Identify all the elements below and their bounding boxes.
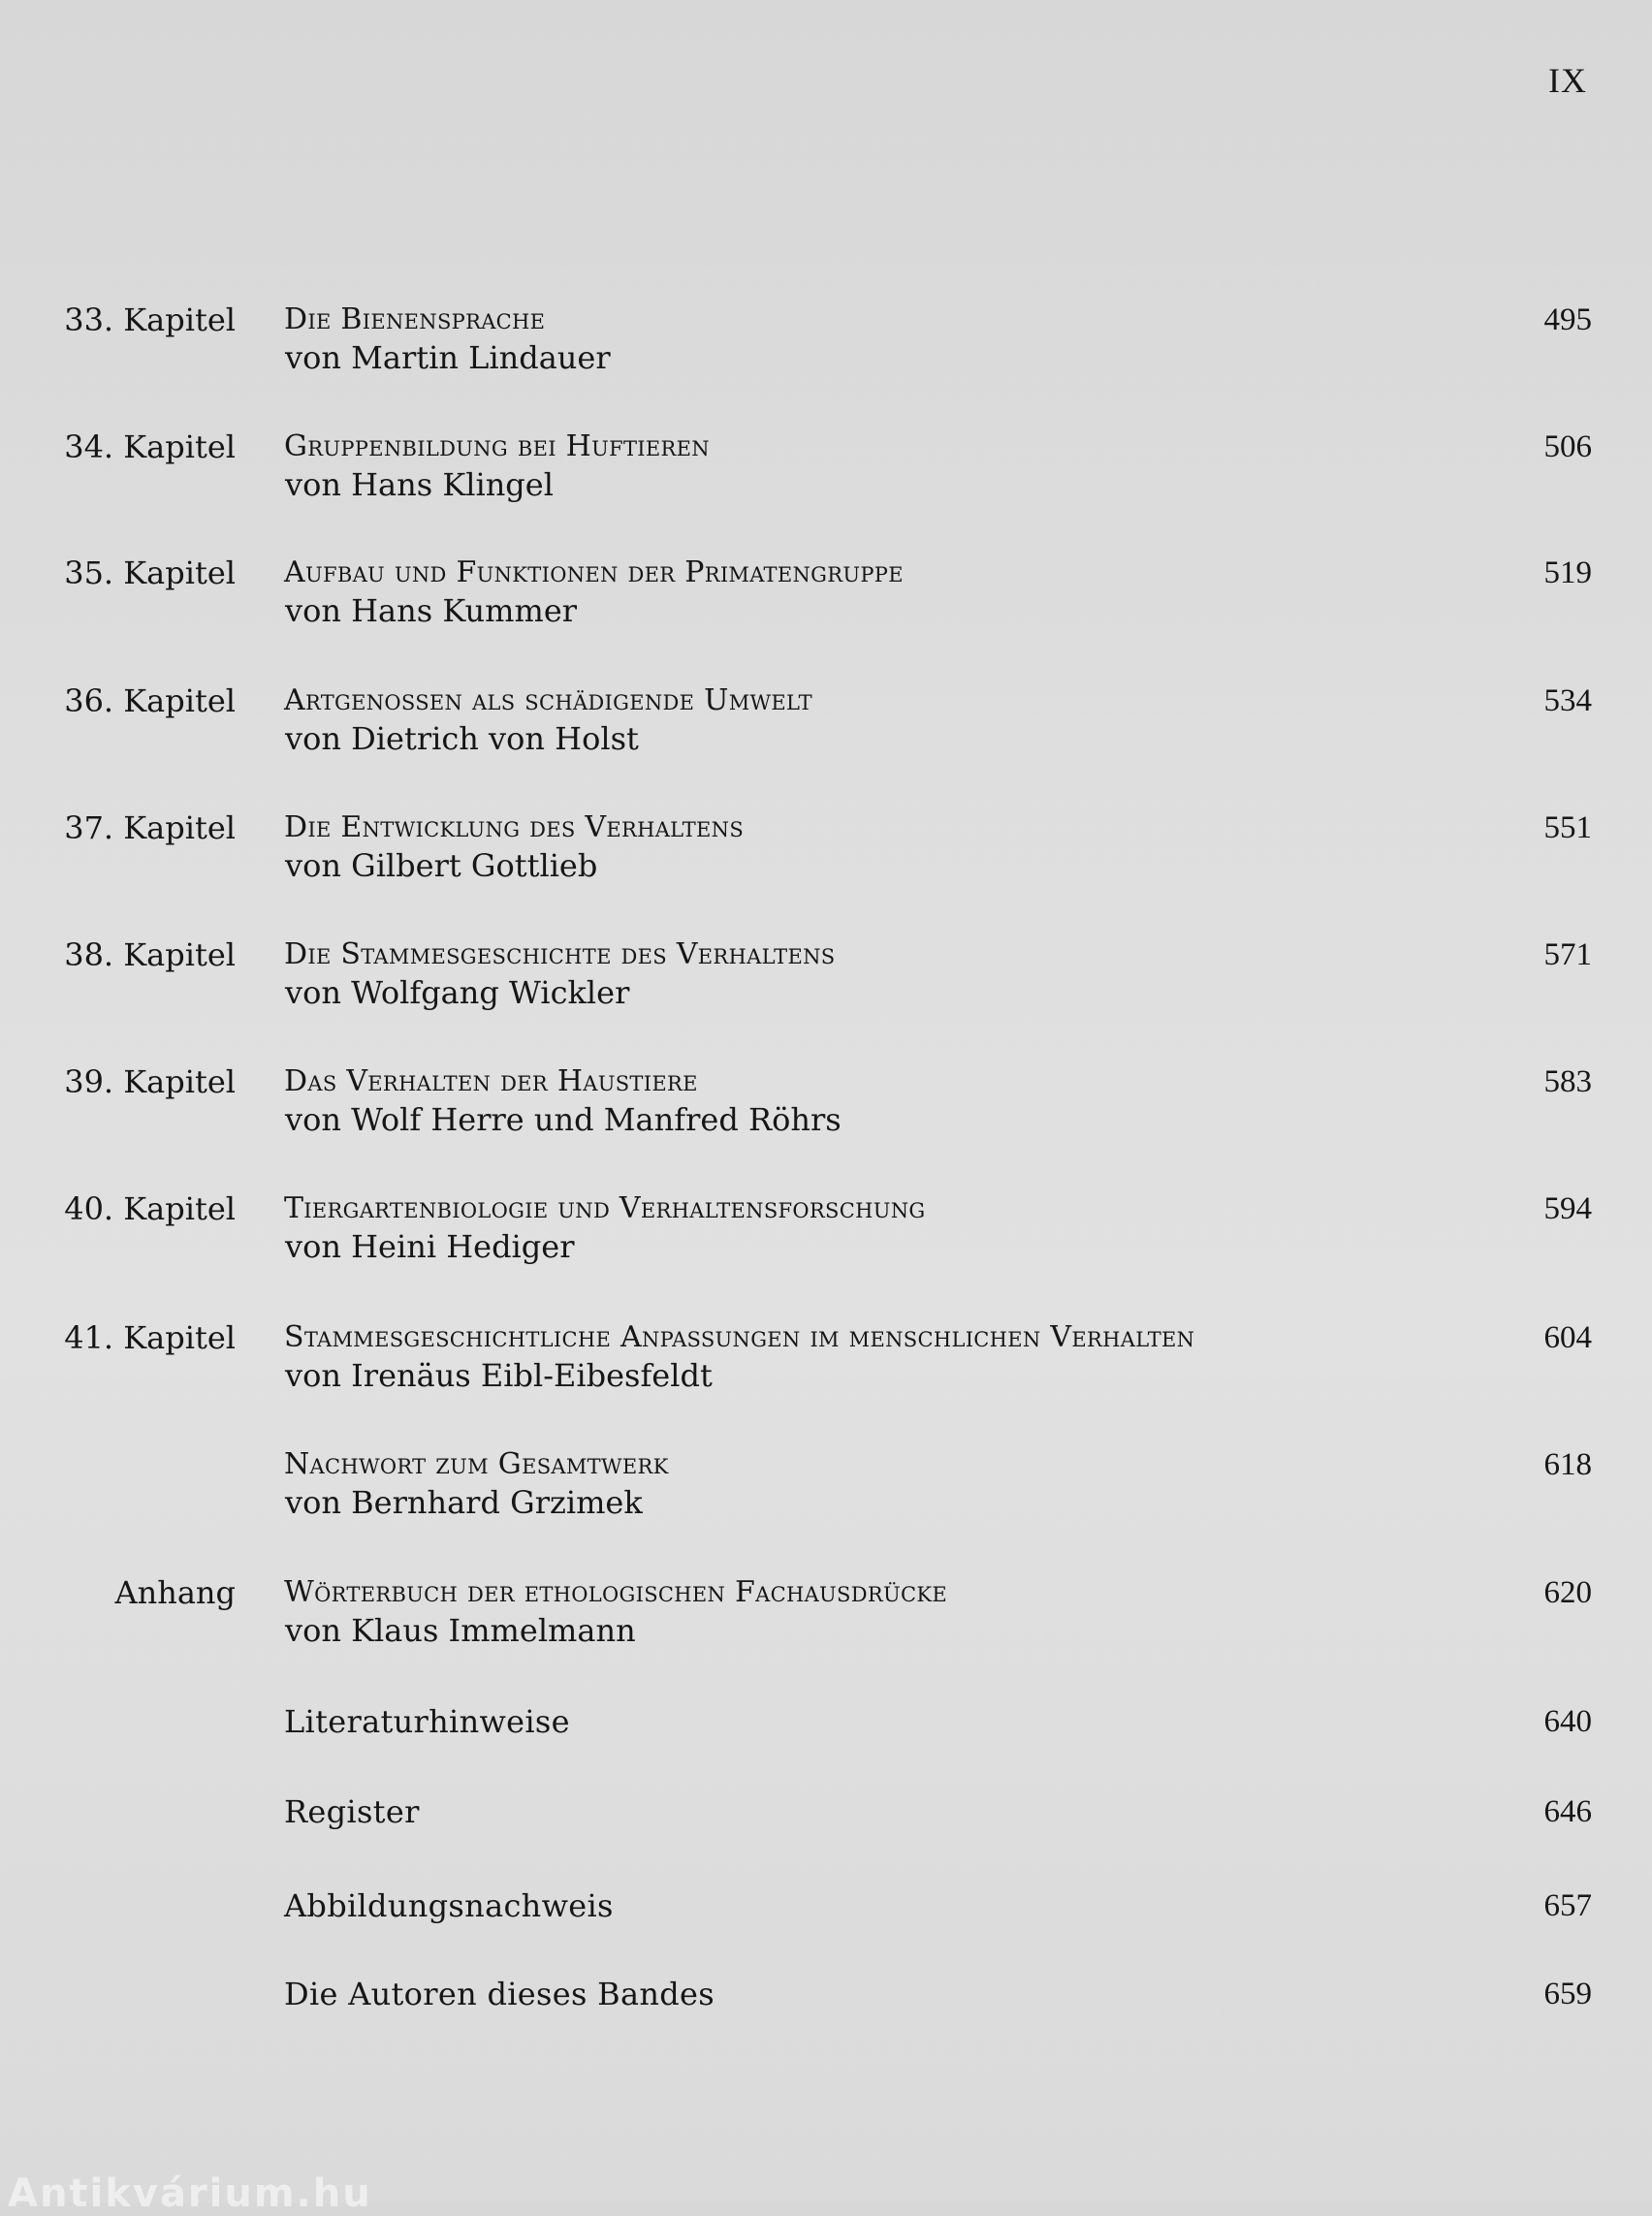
chapter-title: Das Verhalten der Haustiere <box>284 1064 698 1098</box>
page-ref: 495 <box>1543 302 1592 337</box>
page-ref: 659 <box>1543 1977 1592 2011</box>
chapter-author: von Klaus Immelmann <box>285 1612 636 1649</box>
page-ref: 519 <box>1543 555 1592 590</box>
chapter-author: von Bernhard Grzimek <box>285 1484 643 1521</box>
chapter-title: Die Stammesgeschichte des Verhaltens <box>284 937 836 971</box>
chapter-label: 36. Kapitel <box>64 682 236 719</box>
page-ref: 583 <box>1543 1064 1592 1099</box>
chapter-title: Tiergartenbiologie und Verhaltensforschung <box>284 1191 926 1225</box>
chapter-label: 37. Kapitel <box>64 809 236 846</box>
chapter-label: 33. Kapitel <box>64 301 236 338</box>
section-title: Abbildungsnachweis <box>284 1887 614 1924</box>
page-ref: 640 <box>1543 1704 1592 1739</box>
section-title: Die Autoren dieses Bandes <box>284 1976 715 2012</box>
chapter-author: von Hans Klingel <box>285 466 554 503</box>
chapter-label: 39. Kapitel <box>64 1063 236 1100</box>
chapter-author: von Wolfgang Wickler <box>285 974 630 1011</box>
page-ref: 571 <box>1543 937 1592 972</box>
chapter-author: von Dietrich von Holst <box>285 720 639 757</box>
watermark: Antikvárium.hu <box>8 2171 372 2216</box>
page-ref: 620 <box>1543 1575 1592 1610</box>
chapter-title: Wörterbuch der ethologischen Fachausdrücke <box>284 1575 947 1609</box>
chapter-author: von Irenäus Eibl-Eibesfeldt <box>285 1357 713 1394</box>
chapter-title: Die Bienensprache <box>284 302 546 336</box>
chapter-title: Stammesgeschichtliche Anpassungen im menschlichen Verhalten <box>284 1320 1195 1354</box>
chapter-label: 34. Kapitel <box>64 428 236 465</box>
chapter-title: Nachwort zum Gesamtwerk <box>284 1447 669 1481</box>
chapter-label: 41. Kapitel <box>64 1319 236 1356</box>
chapter-title: Aufbau und Funktionen der Primatengruppe <box>284 555 904 589</box>
page-ref: 551 <box>1543 810 1592 845</box>
chapter-author: von Gilbert Gottlieb <box>285 847 598 884</box>
chapter-label: 35. Kapitel <box>64 554 236 591</box>
page-ref: 594 <box>1543 1191 1592 1226</box>
section-title: Literaturhinweise <box>284 1703 570 1740</box>
chapter-author: von Wolf Herre und Manfred Röhrs <box>285 1101 842 1138</box>
chapter-title: Artgenossen als schädigende Umwelt <box>284 683 812 717</box>
page-number: IX <box>1548 61 1587 100</box>
chapter-author: von Hans Kummer <box>285 592 578 629</box>
page-ref: 657 <box>1543 1888 1592 1923</box>
chapter-label: Anhang <box>114 1574 236 1611</box>
section-title: Register <box>284 1793 420 1830</box>
page-ref: 618 <box>1543 1447 1592 1482</box>
page-ref: 506 <box>1543 429 1592 464</box>
chapter-author: von Heini Hediger <box>285 1228 575 1265</box>
page-ref: 604 <box>1543 1320 1592 1355</box>
chapter-label: 38. Kapitel <box>64 936 236 973</box>
chapter-label: 40. Kapitel <box>64 1190 236 1227</box>
page-ref: 646 <box>1543 1794 1592 1829</box>
chapter-title: Gruppenbildung bei Huftieren <box>284 429 710 463</box>
chapter-author: von Martin Lindauer <box>285 339 611 376</box>
page-ref: 534 <box>1543 683 1592 718</box>
chapter-title: Die Entwicklung des Verhaltens <box>284 810 745 844</box>
